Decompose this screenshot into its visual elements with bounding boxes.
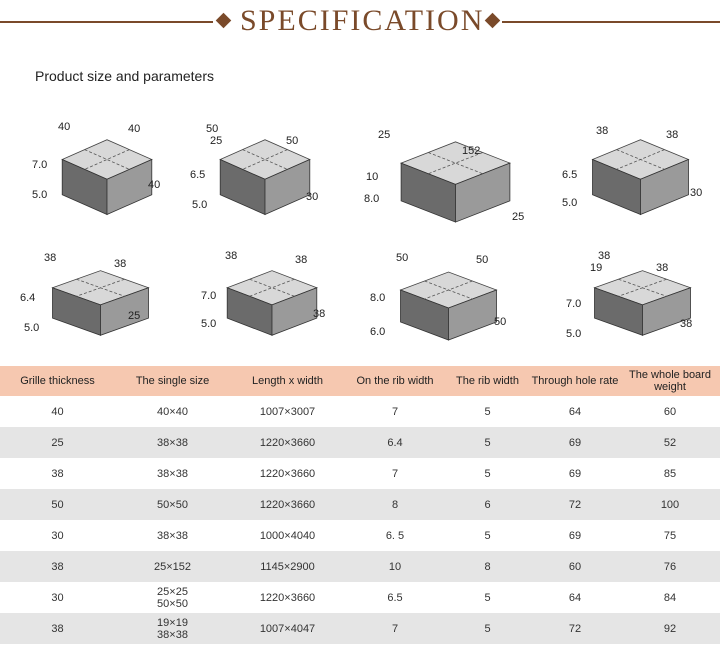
table-cell: 6 (484, 498, 491, 511)
table-row (0, 458, 720, 489)
table-cell: 38×38 (157, 529, 188, 542)
dimension-label: 40 (128, 123, 141, 135)
table-row (0, 520, 720, 551)
table-cell: 50 (51, 498, 64, 511)
dimension-label: 50 (286, 135, 299, 147)
table-cell: 75 (663, 529, 677, 542)
table-cell: 8 (484, 560, 491, 573)
table-cell: 10 (388, 560, 402, 573)
table-cell: 30 (51, 529, 64, 542)
spec-table (0, 366, 720, 644)
grating-shape (593, 140, 689, 215)
table-row (0, 551, 720, 582)
table-cell: 38 (51, 560, 64, 573)
dimension-label: 5.0 (562, 197, 578, 209)
column-header: The rib width (456, 375, 519, 387)
dimension-label: 38 (295, 254, 308, 266)
grating-shape (595, 271, 691, 336)
table-cell: 5 (484, 405, 491, 418)
column-header: Grille thickness (20, 375, 95, 387)
dimension-label: 30 (306, 191, 319, 203)
table-cell: 38 (51, 622, 64, 635)
table-cell: 85 (663, 467, 677, 480)
table-row (0, 489, 720, 520)
dimension-label: 38 (666, 129, 679, 141)
grating-diagram-1 (30, 110, 170, 220)
table-cell: 76 (663, 560, 677, 573)
dimension-label: 7.0 (32, 159, 48, 171)
table-cell: 5 (484, 529, 491, 542)
table-cell: 40×40 (157, 405, 188, 418)
grating-diagram-3 (362, 110, 532, 228)
table-cell: 50×50 (157, 498, 188, 511)
dimension-label: 50 (206, 123, 219, 135)
grating-diagrams (0, 105, 720, 355)
table-cell: 1007×3007 (259, 405, 316, 418)
dimension-label: 50 (396, 252, 409, 264)
dimension-label: 25 (512, 211, 525, 223)
table-header-row (0, 366, 720, 396)
dimension-label: 40 (148, 179, 161, 191)
column-header: The single size (135, 375, 210, 387)
header-rule-left (0, 21, 213, 23)
dimension-label: 25 (210, 135, 223, 147)
table-cell: 25×152 (153, 560, 191, 573)
grating-diagram-2 (188, 110, 328, 220)
table-cell: 1220×3660 (259, 436, 316, 449)
table-cell: 60 (568, 560, 582, 573)
dimension-label: 50 (494, 316, 507, 328)
table-cell: 69 (568, 529, 582, 542)
column-header: Through hole rate (531, 375, 619, 387)
table-cell: 19×19 38×38 (157, 616, 188, 641)
dimension-label: 152 (462, 145, 481, 157)
table-cell: 72 (568, 498, 582, 511)
table-cell: 7 (391, 622, 399, 635)
table-cell: 5 (484, 622, 491, 635)
grating-diagram-5 (18, 245, 168, 340)
table-row (0, 613, 720, 644)
dimension-label: 6.5 (190, 169, 206, 181)
dimension-label: 7.0 (201, 290, 217, 302)
section-subtitle: Product size and parameters (35, 68, 214, 84)
column-header: Length x width (252, 375, 323, 387)
dimension-label: 38 (225, 250, 238, 262)
grating-shape (220, 140, 310, 215)
grating-shape (227, 271, 317, 336)
table-cell: 7 (391, 467, 399, 480)
table-cell: 1000×4040 (259, 529, 316, 542)
table-cell: 64 (568, 591, 582, 604)
spec-table-wrap (0, 366, 720, 644)
table-cell: 100 (660, 498, 680, 511)
dimension-label: 38 (44, 252, 57, 264)
diamond-ornament-right-icon (485, 13, 501, 29)
table-cell: 5 (484, 591, 491, 604)
dimension-label: 38 (598, 250, 611, 262)
grating-shape (53, 271, 149, 336)
table-cell: 60 (663, 405, 677, 418)
table-cell: 40 (51, 405, 64, 418)
table-row (0, 427, 720, 458)
dimension-label: 6.5 (562, 169, 578, 181)
dimension-label: 38 (596, 125, 609, 137)
table-row (0, 582, 720, 613)
table-cell: 1220×3660 (259, 591, 316, 604)
table-body (0, 396, 720, 644)
table-cell: 38×38 (157, 436, 188, 449)
table-cell: 5 (484, 436, 491, 449)
column-header: The whole board weight (629, 369, 711, 393)
table-cell: 25 (51, 436, 64, 449)
page-title: SPECIFICATION (240, 4, 485, 37)
dimension-label: 10 (366, 171, 379, 183)
column-header: On the rib width (356, 375, 434, 387)
header-rule-right (502, 21, 720, 23)
table-cell: 69 (568, 467, 582, 480)
table-cell: 25×25 50×50 (157, 585, 188, 610)
table-cell: 6.4 (387, 436, 403, 449)
dimension-label: 38 (313, 308, 326, 320)
table-cell: 69 (568, 436, 582, 449)
dimension-label: 5.0 (192, 199, 208, 211)
table-cell: 64 (568, 405, 582, 418)
dimension-label: 38 (114, 258, 127, 270)
table-cell: 6.5 (387, 591, 403, 604)
table-cell: 1220×3660 (259, 467, 316, 480)
table-cell: 38×38 (157, 467, 188, 480)
table-cell: 84 (663, 591, 677, 604)
grating-shape (62, 140, 152, 215)
dimension-label: 38 (680, 318, 693, 330)
table-cell: 6. 5 (385, 529, 405, 542)
dimension-label: 6.0 (370, 326, 386, 338)
dimension-label: 5.0 (201, 318, 217, 330)
table-cell: 8 (391, 498, 399, 511)
grating-diagram-7 (366, 245, 516, 345)
table-cell: 30 (51, 591, 64, 604)
grating-diagram-6 (195, 245, 335, 340)
grating-diagram-8 (560, 245, 710, 340)
table-cell: 1220×3660 (259, 498, 316, 511)
table-cell: 7 (391, 405, 399, 418)
dimension-label: 6.4 (20, 292, 36, 304)
table-cell: 52 (663, 436, 677, 449)
dimension-label: 25 (128, 310, 141, 322)
header-banner (0, 0, 720, 46)
table-row (0, 396, 720, 427)
dimension-label: 5.0 (32, 189, 48, 201)
diamond-ornament-left-icon (216, 13, 232, 29)
dimension-label: 30 (690, 187, 703, 199)
dimension-label: 50 (476, 254, 489, 266)
dimension-label: 40 (58, 121, 71, 133)
table-cell: 38 (51, 467, 64, 480)
dimension-label: 8.0 (370, 292, 386, 304)
table-cell: 92 (663, 622, 677, 635)
dimension-label: 5.0 (24, 322, 40, 334)
dimension-label: 8.0 (364, 193, 380, 205)
grating-shape (401, 272, 497, 340)
table-cell: 72 (568, 622, 582, 635)
grating-diagram-4 (558, 110, 708, 220)
dimension-label: 19 (590, 262, 603, 274)
grating-shape (401, 142, 510, 222)
table-cell: 5 (484, 467, 491, 480)
dimension-label: 38 (656, 262, 669, 274)
dimension-label: 7.0 (566, 298, 582, 310)
dimension-label: 25 (378, 129, 391, 141)
table-cell: 1145×2900 (260, 560, 315, 573)
dimension-label: 5.0 (566, 328, 582, 340)
table-cell: 1007×4047 (259, 622, 316, 635)
